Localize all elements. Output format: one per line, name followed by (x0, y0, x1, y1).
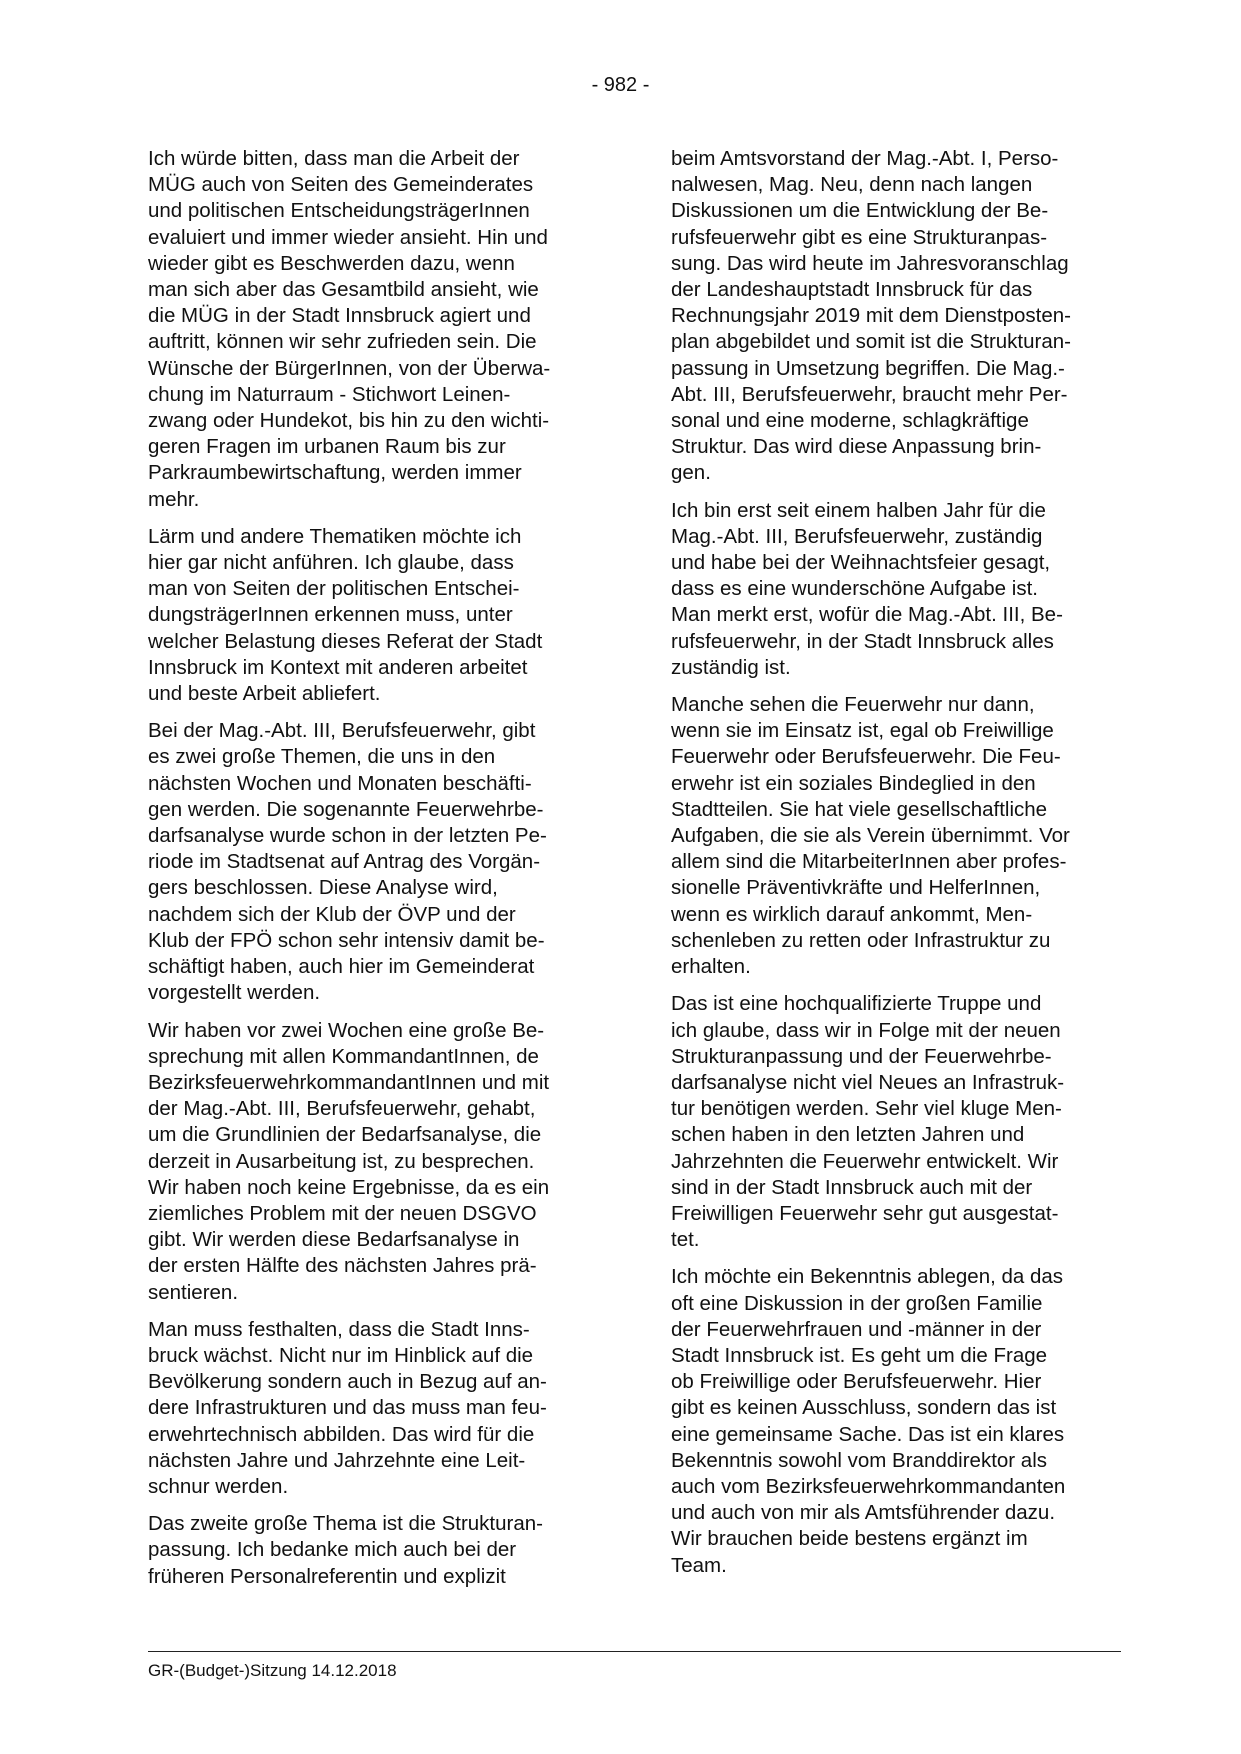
text-line: schäftigt haben, auch hier im Gemeinderat (148, 955, 535, 979)
text-line: Parkraumbewirtschaftung, werden immer (148, 461, 522, 485)
text-line: sionelle Präventivkräfte und HelferInnen, (671, 876, 1041, 900)
text-line: Bevölkerung sondern auch in Bezug auf an- (148, 1370, 547, 1394)
text-line: Bei der Mag.-Abt. III, Berufsfeuerwehr, gibt (148, 719, 536, 743)
text-line: sonal und eine moderne, schlagkräftige (671, 409, 1029, 433)
paragraph (671, 498, 1126, 681)
text-line: man sich aber das Gesamtbild ansieht, wie (148, 278, 539, 302)
text-line: Manche sehen die Feuerwehr nur dann, (671, 693, 1035, 717)
text-line: Ich würde bitten, dass man die Arbeit der (148, 147, 520, 170)
text-line: dass es eine wunderschöne Aufgabe ist. (671, 577, 1038, 601)
text-line: erwehr ist ein soziales Bindeglied in den (671, 771, 1036, 795)
text-line: Feuerwehr oder Berufsfeuerwehr. Die Feu- (671, 745, 1061, 769)
text-line: schen haben in den letzten Jahren und (671, 1123, 1025, 1147)
text-line: zwang oder Hundekot, bis hin zu den wichti- (148, 409, 550, 433)
text-line: erhalten. (671, 955, 751, 979)
text-line: nächsten Wochen und Monaten beschäfti- (148, 771, 532, 795)
text-line: plan abgebildet und somit ist die Strukturan- (671, 330, 1071, 354)
text-line: Wir haben noch keine Ergebnisse, da es ein (148, 1175, 550, 1199)
text-line: Stadt Innsbruck ist. Es geht um die Frage (671, 1343, 1048, 1367)
text-line: die MÜG in der Stadt Innsbruck agiert und (148, 304, 531, 328)
text-line: welcher Belastung dieses Referat der Stadt (148, 629, 543, 653)
text-line: Rechnungsjahr 2019 mit dem Dienstposten- (671, 304, 1071, 328)
text-line: Klub der FPÖ schon sehr intensiv damit be- (148, 928, 545, 952)
text-line: und beste Arbeit abliefert. (148, 682, 381, 706)
text-line: schnur werden. (148, 1474, 289, 1498)
text-line: Diskussionen um die Entwicklung der Be- (671, 199, 1049, 223)
text-line: früheren Personalreferentin und explizit (148, 1564, 506, 1588)
text-line: darfsanalyse nicht viel Neues an Infrastruk- (671, 1070, 1065, 1094)
text-line: Abt. III, Berufsfeuerwehr, braucht mehr Per- (671, 382, 1068, 406)
text-line: erwehrtechnisch abbilden. Das wird für die (148, 1422, 535, 1446)
paragraph (148, 146, 603, 513)
text-line: und politischen EntscheidungsträgerInnen (148, 199, 530, 223)
text-line: mehr. (148, 487, 200, 511)
text-line: darfsanalyse wurde schon in der letzten Pe- (148, 824, 547, 848)
text-line: Team. (671, 1553, 727, 1577)
text-line: Mag.-Abt. III, Berufsfeuerwehr, zuständig (671, 524, 1043, 548)
text-line: um die Grundlinien der Bedarfsanalyse, die (148, 1123, 542, 1147)
text-line: Aufgaben, die sie als Verein übernimmt. Vor (671, 824, 1070, 848)
text-line: Bekenntnis sowohl vom Branddirektor als (671, 1448, 1048, 1472)
text-line: Das zweite große Thema ist die Strukturan- (148, 1512, 543, 1536)
text-line: Freiwilligen Feuerwehr sehr gut ausgestat- (671, 1201, 1059, 1225)
text-line: vorgestellt werden. (148, 981, 321, 1005)
text-line: der Feuerwehrfrauen und -männer in der (671, 1317, 1042, 1341)
text-line: Lärm und andere Thematiken möchte ich (148, 524, 522, 548)
text-line: der Landeshauptstadt Innsbruck für das (671, 278, 1033, 302)
text-line: evaluiert und immer wieder ansieht. Hin und (148, 225, 548, 249)
text-line: derzeit in Ausarbeitung ist, zu besprechen. (148, 1149, 535, 1173)
text-line: rufsfeuerwehr, in der Stadt Innsbruck alles (671, 629, 1054, 653)
left-column (148, 146, 603, 1601)
text-line: wenn sie im Einsatz ist, egal ob Freiwillige (671, 719, 1054, 743)
paragraph (671, 991, 1126, 1253)
text-line: geren Fragen im urbanen Raum bis zur (148, 435, 506, 459)
text-line: Strukturanpassung und der Feuerwehrbe- (671, 1044, 1052, 1068)
paragraph (671, 692, 1126, 980)
text-line: hier gar nicht anführen. Ich glaube, dass (148, 551, 514, 575)
text-line: Innsbruck im Kontext mit anderen arbeitet (148, 655, 528, 679)
paragraph (671, 1264, 1126, 1578)
text-line: gen. (671, 461, 711, 485)
text-line: Ich bin erst seit einem halben Jahr für die (671, 498, 1046, 522)
footer-divider (148, 1651, 1121, 1652)
text-line: sind in der Stadt Innsbruck auch mit der (671, 1175, 1033, 1199)
text-line: Struktur. Das wird diese Anpassung brin- (671, 435, 1042, 459)
text-line: bruck wächst. Nicht nur im Hinblick auf die (148, 1343, 534, 1367)
text-line: passung in Umsetzung begriffen. Die Mag.- (671, 356, 1065, 380)
paragraph (671, 146, 1126, 487)
text-line: Wünsche der BürgerInnen, von der Überwa- (148, 356, 551, 380)
text-line: gers beschlossen. Diese Analyse wird, (148, 876, 498, 900)
text-line: Wir brauchen beide bestens ergänzt im (671, 1527, 1028, 1551)
text-line: gibt es keinen Ausschluss, sondern das ist (671, 1396, 1057, 1420)
text-line: tet. (671, 1228, 700, 1252)
text-line: wieder gibt es Beschwerden dazu, wenn (148, 251, 515, 275)
text-line: schenleben zu retten oder Infrastruktur zu (671, 928, 1051, 952)
text-line: zuständig ist. (671, 655, 791, 679)
text-line: allem sind die MitarbeiterInnen aber profes- (671, 850, 1067, 874)
text-line: sprechung mit allen KommandantInnen, de (148, 1044, 539, 1068)
right-column (671, 146, 1126, 1590)
text-line: wenn es wirklich darauf ankommt, Men- (671, 902, 1033, 926)
text-line: beim Amtsvorstand der Mag.-Abt. I, Perso- (671, 147, 1059, 170)
text-line: chung im Naturraum - Stichwort Leinen- (148, 382, 511, 406)
text-line: auch vom Bezirksfeuerwehrkommandanten (671, 1474, 1066, 1498)
text-line: oft eine Diskussion in der großen Familie (671, 1291, 1043, 1315)
text-line: Man muss festhalten, dass die Stadt Inns- (148, 1317, 530, 1341)
text-line: man von Seiten der politischen Entschei- (148, 577, 520, 601)
text-line: auftritt, können wir sehr zufrieden sein. Die (148, 330, 537, 354)
text-line: es zwei große Themen, die uns in den (148, 745, 496, 769)
text-line: rufsfeuerwehr gibt es eine Strukturanpas- (671, 225, 1048, 249)
text-line: nächsten Jahre und Jahrzehnte eine Leit- (148, 1448, 526, 1472)
text-line: gibt. Wir werden diese Bedarfsanalyse in (148, 1228, 520, 1252)
text-line: ziemliches Problem mit der neuen DSGVO (148, 1201, 537, 1225)
paragraph (148, 1317, 603, 1500)
text-line: Das ist eine hochqualifizierte Truppe und (671, 992, 1042, 1016)
paragraph (148, 718, 603, 1006)
text-line: ich glaube, dass wir in Folge mit der neuen (671, 1018, 1061, 1042)
text-line: passung. Ich bedanke mich auch bei der (148, 1538, 517, 1562)
paragraph (148, 1511, 603, 1590)
text-line: riode im Stadtsenat auf Antrag des Vorgän- (148, 850, 541, 874)
text-line: der Mag.-Abt. III, Berufsfeuerwehr, gehabt, (148, 1097, 536, 1121)
text-line: MÜG auch von Seiten des Gemeinderates (148, 173, 534, 197)
footer-session-label: GR-(Budget-)Sitzung 14.12.2018 (148, 1661, 397, 1680)
page-number: - 982 - (591, 74, 650, 96)
text-line: Jahrzehnten die Feuerwehr entwickelt. Wir (671, 1149, 1059, 1173)
text-line: Wir haben vor zwei Wochen eine große Be- (148, 1018, 545, 1042)
text-line: Ich möchte ein Bekenntnis ablegen, da das (671, 1265, 1064, 1289)
text-line: eine gemeinsame Sache. Das ist ein klares (671, 1422, 1065, 1446)
paragraph (148, 524, 603, 707)
text-line: der ersten Hälfte des nächsten Jahres prä- (148, 1254, 537, 1278)
text-line: dere Infrastrukturen und das muss man feu- (148, 1396, 547, 1420)
text-line: sentieren. (148, 1280, 239, 1304)
paragraph (148, 1018, 603, 1306)
text-line: gen werden. Die sogenannte Feuerwehrbe- (148, 797, 544, 821)
text-line: Stadtteilen. Sie hat viele gesellschaftliche (671, 797, 1048, 821)
text-line: nachdem sich der Klub der ÖVP und der (148, 902, 516, 926)
text-line: tur benötigen werden. Sehr viel kluge Men- (671, 1097, 1062, 1121)
text-line: Man merkt erst, wofür die Mag.-Abt. III, Be- (671, 603, 1063, 627)
text-line: ob Freiwillige oder Berufsfeuerwehr. Hier (671, 1370, 1042, 1394)
text-line: sung. Das wird heute im Jahresvoranschlag (671, 251, 1069, 275)
text-line: und habe bei der Weihnachtsfeier gesagt, (671, 551, 1051, 575)
text-line: BezirksfeuerwehrkommandantInnen und mit (148, 1070, 550, 1094)
text-line: dungsträgerInnen erkennen muss, unter (148, 603, 513, 627)
text-line: und auch von mir als Amtsführender dazu. (671, 1501, 1056, 1525)
text-line: nalwesen, Mag. Neu, denn nach langen (671, 173, 1033, 197)
